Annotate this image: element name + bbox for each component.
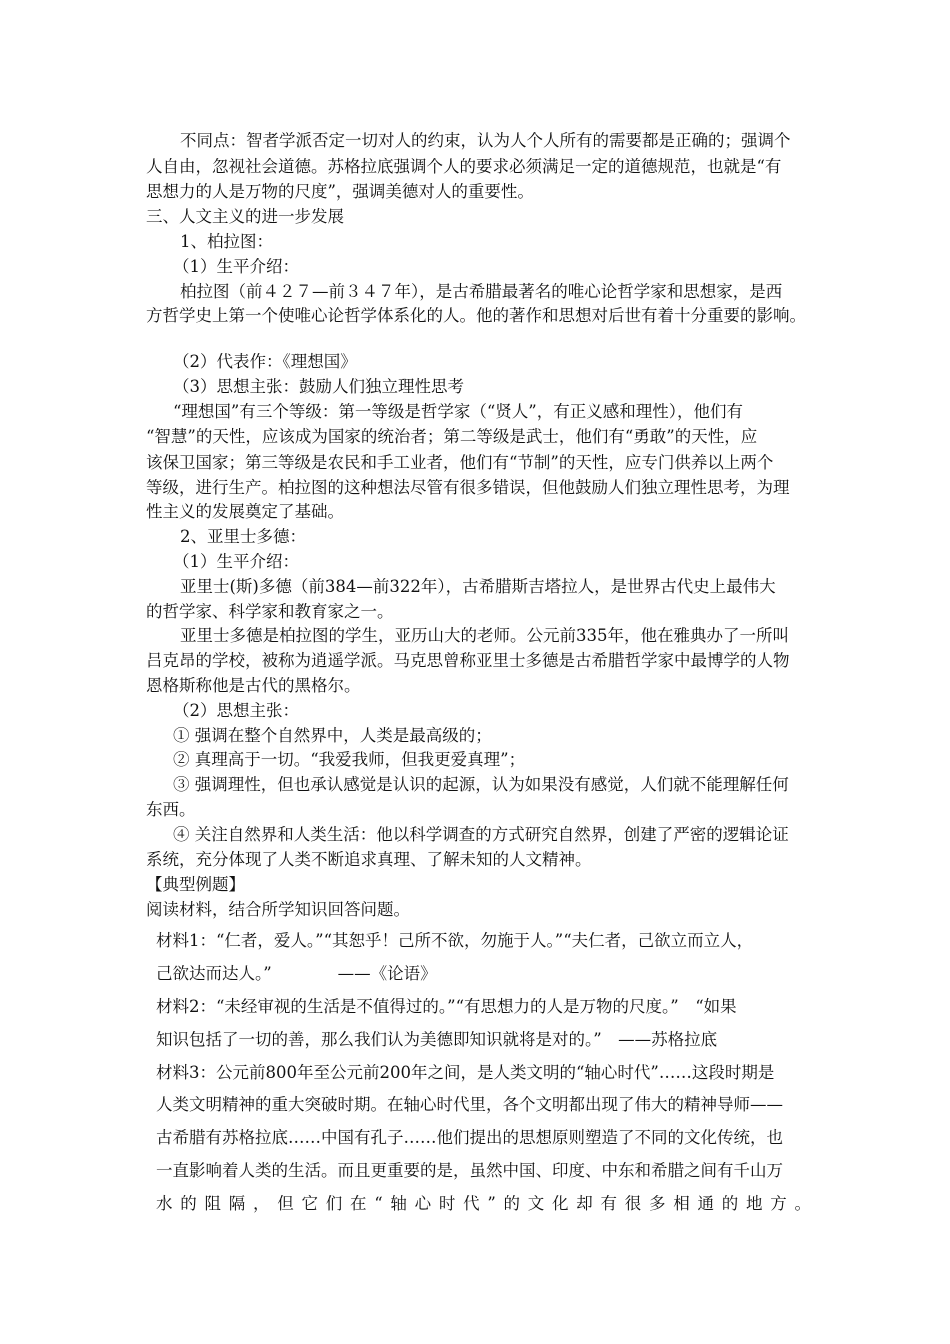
item-heading: （1）生平介绍： <box>173 552 299 571</box>
subsection-heading: 2、亚里士多德： <box>180 527 306 546</box>
item-heading: （3）思想主张：鼓励人们独立理性思考 <box>173 377 464 396</box>
section-heading: 【典型例题】 <box>146 875 245 894</box>
question-prompt: 阅读材料，结合所学知识回答问题。 <box>146 900 410 919</box>
material-line: 己欲达而达人。” ——《论语》 <box>156 964 437 983</box>
paragraph-line: 恩格斯称他是古代的黑格尔。 <box>146 676 361 695</box>
list-item: ④ 关注自然界和人类生活：他以科学调查的方式研究自然界，创建了严密的逻辑论证 <box>173 825 789 844</box>
paragraph-line: 人自由，忽视社会道德。苏格拉底强调个人的要求必须满足一定的道德规范，也就是“有 <box>146 157 782 176</box>
paragraph-line: 思想力的人是万物的尺度”，强调美德对人的重要性。 <box>146 182 534 201</box>
material-line: 材料3：公元前800年至公元前200年之间，是人类文明的“轴心时代”……这段时期是 <box>156 1063 775 1082</box>
paragraph-line: 吕克昂的学校，被称为逍遥学派。马克思曾称亚里士多德是古希腊哲学家中最博学的人物 <box>146 651 790 670</box>
material-line: 一直影响着人类的生活。而且更重要的是，虽然中国、印度、中东和希腊之间有千山万 <box>156 1161 783 1180</box>
list-item: ② 真理高于一切。“我爱我师，但我更爱真理”； <box>173 750 526 769</box>
paragraph-line: 系统，充分体现了人类不断追求真理、了解未知的人文精神。 <box>146 850 592 869</box>
material-line: 知识包括了一切的善，那么我们认为美德即知识就将是对的。” ——苏格拉底 <box>156 1030 718 1049</box>
paragraph-line: 不同点：智者学派否定一切对人的约束，认为人个人所有的需要都是正确的；强调个 <box>180 131 791 150</box>
material-line: 材料1：“仁者，爱人。”“其恕乎！己所不欲，勿施于人。”“夫仁者，己欲立而立人， <box>156 931 754 950</box>
material-line: 水的阻隔，但它们在“轴心时代”的文化却有很多相通的地方。 <box>156 1194 811 1213</box>
subsection-heading: 1、柏拉图： <box>180 232 273 251</box>
paragraph-line: 等级，进行生产。柏拉图的这种想法尽管有很多错误，但他鼓励人们独立理性思考，为理 <box>146 478 790 497</box>
list-item: ① 强调在整个自然界中，人类是最高级的； <box>173 726 492 745</box>
paragraph-line: 亚里士(斯)多德（前384—前322年），古希腊斯吉塔拉人，是世界古代史上最伟大 <box>180 577 776 596</box>
paragraph-line: 方哲学史上第一个使唯心论哲学体系化的人。他的著作和思想对后世有着十分重要的影响。 <box>146 306 806 325</box>
paragraph-line: 东西。 <box>146 800 196 819</box>
paragraph-line: 亚里士多德是柏拉图的学生，亚历山大的老师。公元前335年，他在雅典办了一所叫 <box>180 626 789 645</box>
item-heading: （2）思想主张： <box>173 701 299 720</box>
paragraph-line: 柏拉图（前４２７—前３４７年），是古希腊最著名的唯心论哲学家和思想家，是西 <box>180 282 783 301</box>
section-heading: 三、人文主义的进一步发展 <box>146 207 344 226</box>
material-line: 古希腊有苏格拉底……中国有孔子……他们提出的思想原则塑造了不同的文化传统，也 <box>156 1128 783 1147</box>
item-heading: （2）代表作：《理想国》 <box>173 352 357 371</box>
material-line: 材料2：“未经审视的生活是不值得过的。”“有思想力的人是万物的尺度。” “如果 <box>156 997 737 1016</box>
paragraph-line: “理想国”有三个等级：第一等级是哲学家（“贤人”，有正义感和理性），他们有 <box>173 402 743 421</box>
paragraph-line: “智慧”的天性，应该成为国家的统治者；第二等级是武士，他们有“勇敢”的天性，应 <box>146 427 758 446</box>
material-line: 人类文明精神的重大突破时期。在轴心时代里，各个文明都出现了伟大的精神导师—— <box>156 1095 783 1114</box>
paragraph-line: 性主义的发展奠定了基础。 <box>146 502 344 521</box>
item-heading: （1）生平介绍： <box>173 257 299 276</box>
paragraph-line: 的哲学家、科学家和教育家之一。 <box>146 602 394 621</box>
list-item: ③ 强调理性，但也承认感觉是认识的起源，认为如果没有感觉，人们就不能理解任何 <box>173 775 789 794</box>
paragraph-line: 该保卫国家；第三等级是农民和手工业者，他们有“节制”的天性，应专门供养以上两个 <box>146 453 774 472</box>
